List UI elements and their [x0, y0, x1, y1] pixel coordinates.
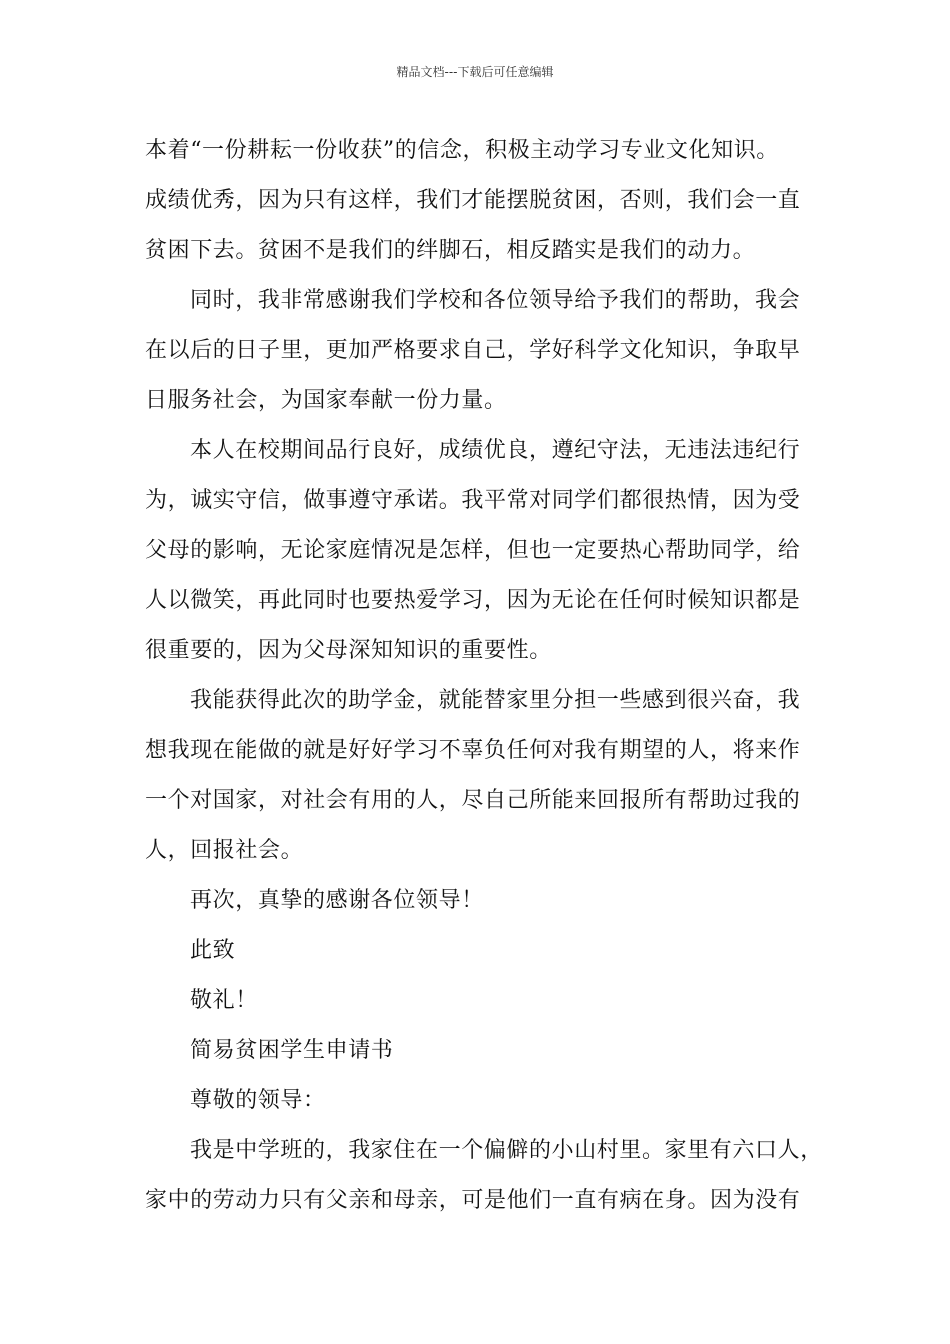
section-title: 简易贫困学生申请书	[190, 1038, 394, 1063]
text-line: 我能获得此次的助学金，就能替家里分担一些感到很兴奋，我	[190, 688, 801, 713]
paragraph	[145, 1076, 810, 1126]
text-line: 很重要的，因为父母深知知识的重要性。	[145, 638, 552, 663]
text-line: 我是中学班的，我家住在一个偏僻的小山村里。家里有六口人，	[190, 1138, 823, 1163]
paragraph	[145, 426, 810, 676]
text-line: 日服务社会，为国家奉献一份力量。	[145, 388, 507, 413]
text-line: 在以后的日子里，更加严格要求自己，学好科学文化知识，争取早	[145, 338, 801, 363]
text-line: 父母的影响，无论家庭情况是怎样，但也一定要热心帮助同学，给	[145, 538, 801, 563]
text-line: 同时，我非常感谢我们学校和各位领导给予我们的帮助，我会	[190, 288, 801, 313]
paragraph	[145, 1026, 810, 1076]
text-line: 本着“一份耕耘一份收获”的信念，积极主动学习专业文化知识。	[145, 138, 779, 163]
page-header: 精品文档---下载后可任意编辑	[396, 65, 554, 79]
text-line: 人以微笑，再此同时也要热爱学习，因为无论在任何时候知识都是	[145, 588, 801, 613]
text-line: 贫困下去。贫困不是我们的绊脚石，相反踏实是我们的动力。	[145, 238, 756, 263]
closing-salute: 敬礼！	[190, 988, 258, 1013]
paragraph	[145, 1126, 823, 1226]
paragraph	[145, 126, 810, 276]
document-body	[145, 126, 823, 1226]
paragraph	[145, 976, 810, 1026]
paragraph	[145, 876, 810, 926]
text-line: 一个对国家，对社会有用的人，尽自己所能来回报所有帮助过我的	[145, 788, 801, 813]
text-line: 为，诚实守信，做事遵守承诺。我平常对同学们都很热情，因为受	[145, 488, 801, 513]
paragraph	[145, 926, 810, 976]
paragraph	[145, 676, 810, 876]
paragraph	[145, 276, 810, 426]
text-line: 本人在校期间品行良好，成绩优良，遵纪守法，无违法违纪行	[190, 438, 801, 463]
text-line: 再次，真挚的感谢各位领导！	[190, 888, 484, 913]
salutation: 尊敬的领导：	[190, 1088, 326, 1113]
text-line: 成绩优秀，因为只有这样，我们才能摆脱贫困，否则，我们会一直	[145, 188, 801, 213]
text-line: 家中的劳动力只有父亲和母亲，可是他们一直有病在身。因为没有	[145, 1188, 801, 1213]
closing-line: 此致	[190, 938, 236, 963]
text-line: 人，回报社会。	[145, 838, 304, 863]
text-line: 想我现在能做的就是好好学习不辜负任何对我有期望的人，将来作	[145, 738, 801, 763]
